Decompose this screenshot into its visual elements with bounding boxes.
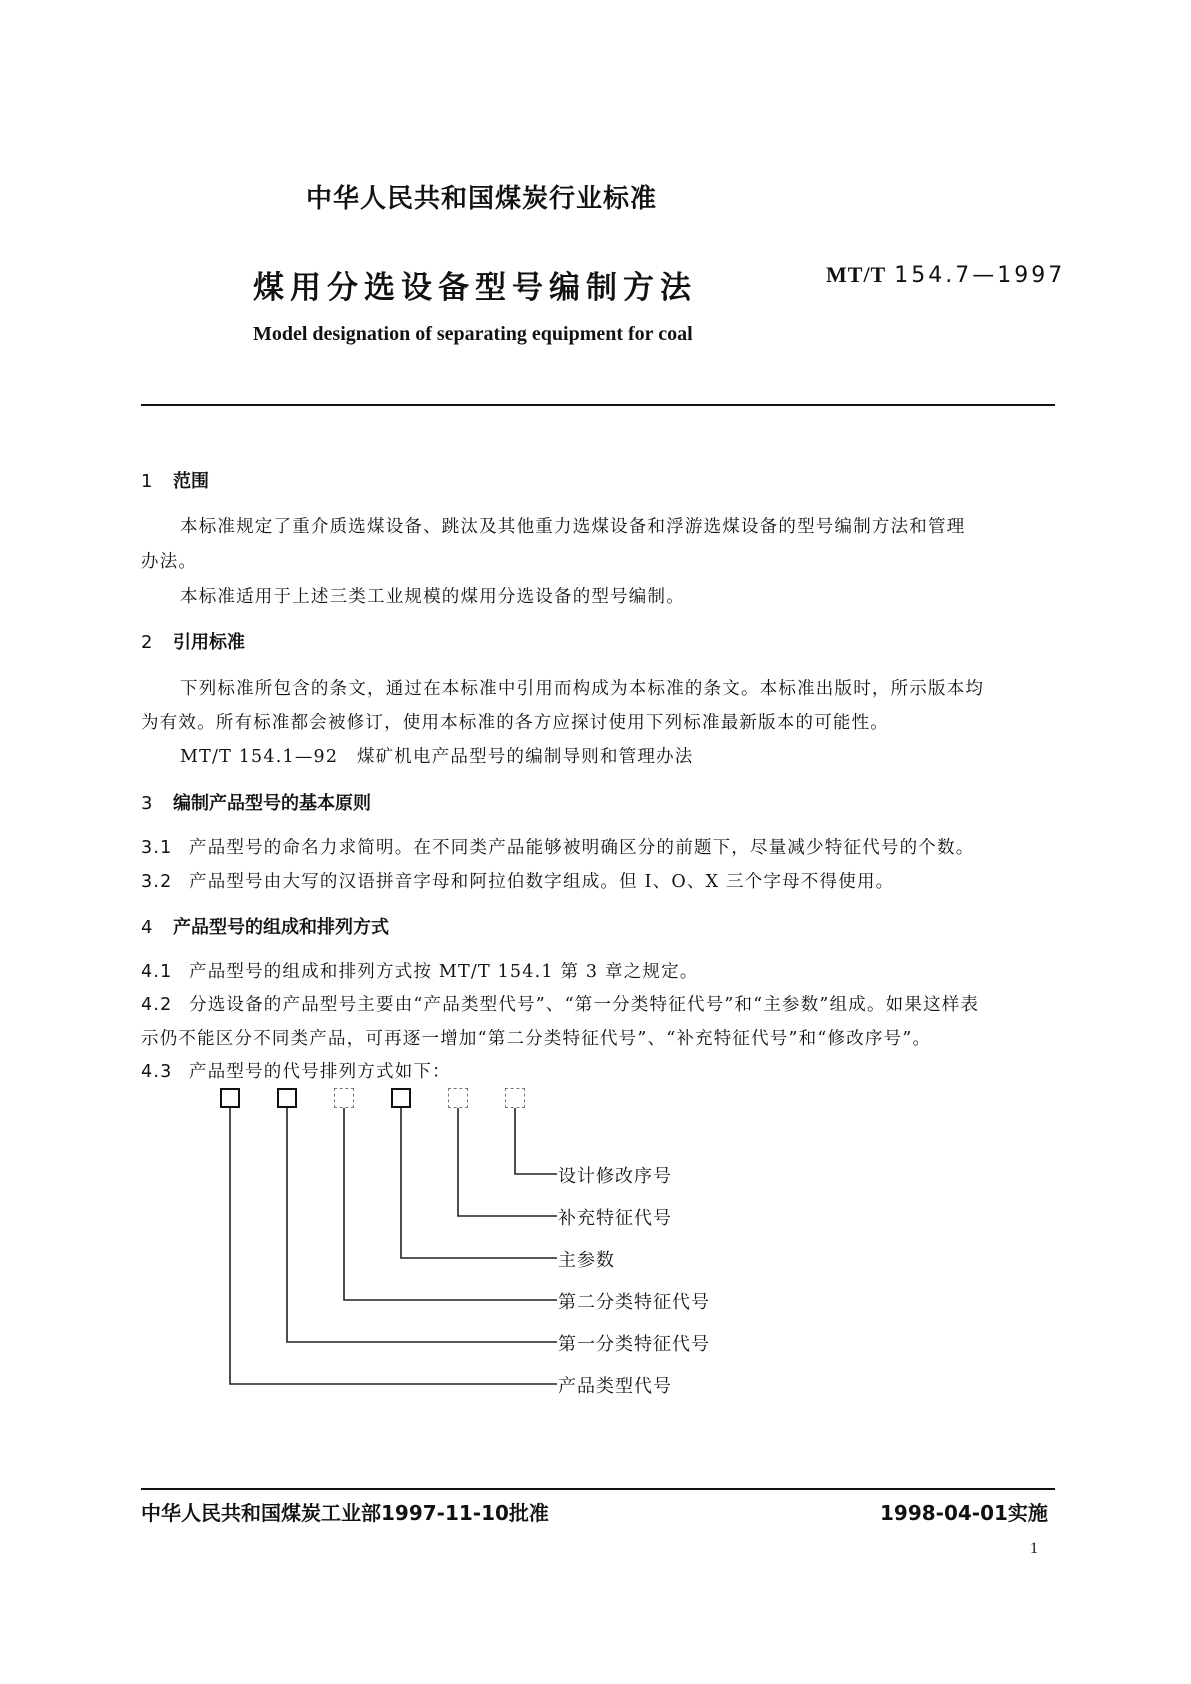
- standard-code-prefix: MT/T: [826, 262, 887, 287]
- standard-code-number: 154.7—1997: [894, 263, 1066, 288]
- connector-main-parameter: [401, 1108, 557, 1258]
- clause-3-2-text: 产品型号由大写的汉语拼音字母和阿拉伯数字组成。但 I、O、X 三个字母不得使用。: [189, 872, 895, 892]
- section-2-title: 引用标准: [173, 632, 245, 653]
- section-3-number: 3: [141, 793, 153, 814]
- section-2-reference: MT/T 154.1—92 煤矿机电产品型号的编制导则和管理办法: [180, 747, 694, 767]
- section-2-number: 2: [141, 632, 153, 653]
- clause-3-1-text: 产品型号的命名力求简明。在不同类产品能够被明确区分的前题下，尽量减少特征代号的个数。: [189, 838, 975, 858]
- diagram-label-first-class-feature: 第一分类特征代号: [558, 1334, 710, 1355]
- connector-supplementary-feature: [458, 1108, 557, 1216]
- effective-date: 1998-04-01实施: [880, 1501, 1048, 1525]
- approval-notice: 中华人民共和国煤炭工业部1997-11-10批准: [141, 1501, 549, 1525]
- footer-divider: [141, 1488, 1055, 1490]
- section-4-number: 4: [141, 917, 153, 938]
- section-1-paragraph-1-line-1: 本标准规定了重介质选煤设备、跳汰及其他重力选煤设备和浮游选煤设备的型号编制方法和管理: [180, 517, 966, 537]
- section-1-paragraph-2: 本标准适用于上述三类工业规模的煤用分选设备的型号编制。: [180, 587, 685, 607]
- clause-4-2-line-2: 示仍不能区分不同类产品，可再逐一增加“第二分类特征代号”、“补充特征代号”和“修改序号”。: [141, 1029, 932, 1049]
- section-1-number: 1: [141, 471, 153, 492]
- clause-4-1-number: 4.1: [141, 962, 173, 982]
- clause-4-2-text-line-1: 分选设备的产品型号主要由“产品类型代号”、“第一分类特征代号”和“主参数”组成。如果这样表: [189, 995, 980, 1015]
- diagram-label-second-class-feature: 第二分类特征代号: [558, 1292, 710, 1313]
- english-title: Model designation of separating equipment for coal: [253, 323, 693, 345]
- diagram-label-revision-number: 设计修改序号: [558, 1166, 672, 1187]
- section-2-paragraph-line-2: 为有效。所有标准都会被修订，使用本标准的各方应探讨使用下列标准最新版本的可能性。: [141, 713, 889, 733]
- page-number: 1: [1030, 1540, 1038, 1557]
- diagram-label-main-parameter: 主参数: [558, 1250, 615, 1271]
- clause-4-3-text: 产品型号的代号排列方式如下：: [189, 1062, 451, 1082]
- clause-4-2-number: 4.2: [141, 995, 173, 1015]
- section-3-title: 编制产品型号的基本原则: [173, 793, 371, 814]
- clause-4-1-text: 产品型号的组成和排列方式按 MT/T 154.1 第 3 章之规定。: [189, 962, 699, 982]
- diagram-label-supplementary-feature: 补充特征代号: [558, 1208, 672, 1229]
- clause-3-2-number: 3.2: [141, 872, 173, 892]
- section-2-paragraph-line-1: 下列标准所包含的条文，通过在本标准中引用而构成为本标准的条文。本标准出版时，所示版本均: [180, 679, 985, 699]
- standard-organization: 中华人民共和国煤炭行业标准: [306, 184, 658, 214]
- document-title: 煤用分选设备型号编制方法: [253, 270, 697, 306]
- connector-first-class-feature: [287, 1108, 557, 1342]
- section-1-title: 范围: [173, 471, 209, 492]
- diagram-label-product-type: 产品类型代号: [558, 1376, 672, 1397]
- section-4-title: 产品型号的组成和排列方式: [173, 917, 389, 938]
- section-1-paragraph-1-line-2: 办法。: [141, 552, 198, 572]
- clause-3-1-number: 3.1: [141, 838, 173, 858]
- clause-4-3-number: 4.3: [141, 1062, 173, 1082]
- connector-revision-number: [515, 1108, 557, 1174]
- connector-second-class-feature: [344, 1108, 557, 1300]
